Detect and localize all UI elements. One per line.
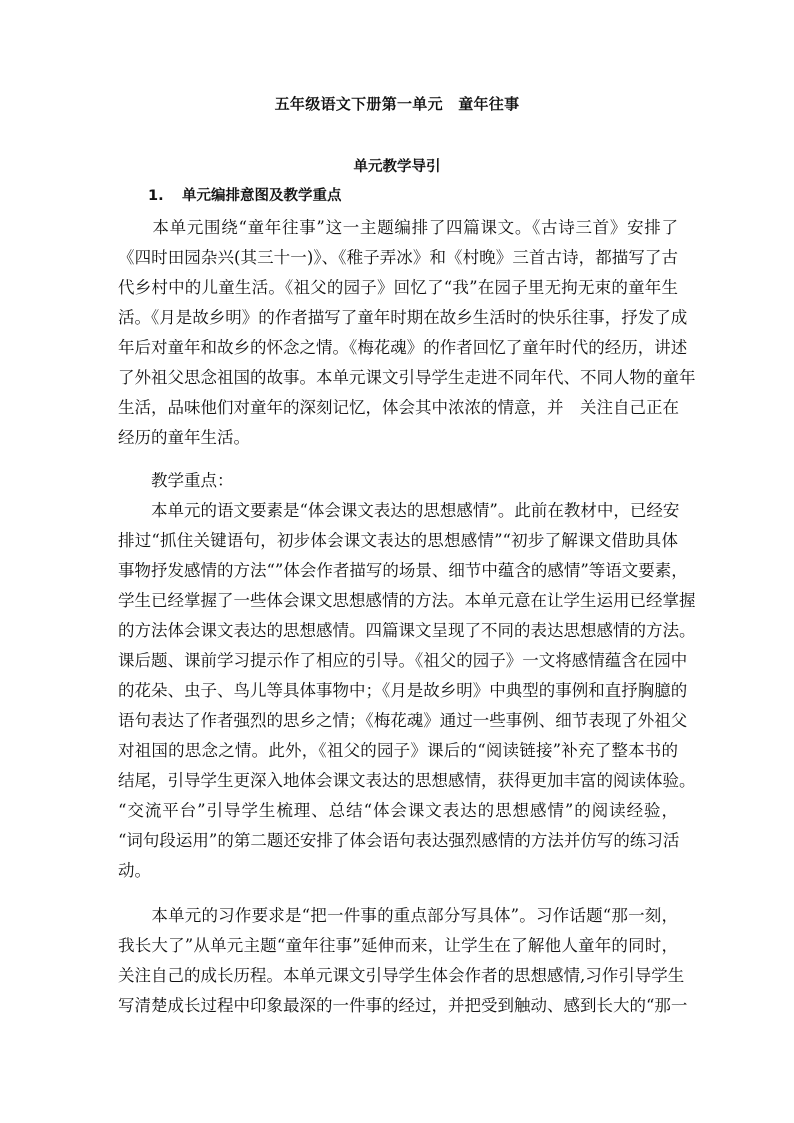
text-line: 课后题、课前学习提示作了相应的引导。《祖父的园子》一文将感情蕴含在园中 — [118, 651, 688, 670]
text-line: 代乡村中的儿童生活。《祖父的园子》回忆了“我”在园子里无拘无束的童年生 — [118, 278, 678, 297]
text-line: 的花朵、虫子、鸟儿等具体事物中；《月是故乡明》中典型的事例和直抒胸臆的 — [118, 681, 688, 700]
text-line: 写清楚成长过程中印象最深的一件事的经过，并把受到触动、感到长大的“那一 — [118, 996, 688, 1015]
text-line: 关注自己的成长历程。本单元课文引导学生体会作者的思想感情,习作引导学生 — [118, 966, 685, 985]
text-line: 本单元的习作要求是“把一件事的重点部分写具体”。习作话题“那一刻， — [118, 906, 678, 925]
text-line: 教学重点： — [118, 471, 234, 490]
text-line: 活。《月是故乡明》的作者描写了童年时期在故乡生活时的快乐往事，抒发了成 — [118, 308, 688, 327]
text-line: 我长大了”从单元主题“童年往事”延伸而来，让学生在了解他人童年的同时， — [118, 936, 678, 955]
text-line: 本单元围绕“童年往事”这一主题编排了四篇课文。《古诗三首》安排了 — [118, 218, 678, 237]
text-line: 本单元的语文要素是“体会课文表达的思想感情”。此前在教材中，已经安 — [118, 501, 680, 520]
text-line: 学生已经掌握了一些体会课文思想感情的方法。本单元意在让学生运用已经掌握 — [118, 591, 696, 610]
paragraph-language-elements — [118, 496, 696, 886]
text-line: 了外祖父思念祖国的故事。本单元课文引导学生走进不同年代、不同人物的童年 — [118, 368, 696, 387]
section-heading-text: 单元编排意图及教学重点 — [182, 188, 342, 204]
section-heading — [148, 184, 342, 208]
text-line: 动。 — [118, 861, 151, 880]
text-line: 生活，品味他们对童年的深刻记忆，体会其中浓浓的情意，并 关注自己正在 — [118, 398, 679, 417]
teaching-focus-label — [118, 466, 678, 496]
text-line: 事物抒发感情的方法“”体会作者描写的场景、细节中蕴含的感情”等语文要素， — [118, 561, 688, 580]
text-line: 结尾，引导学生更深入地体会课文表达的思想感情，获得更加丰富的阅读体验。 — [118, 771, 696, 790]
paragraph-unit-overview — [118, 213, 696, 453]
text-line: 《四时田园杂兴(其三十一)》、《稚子弄冰》和《村晚》三首古诗，都描写了古 — [118, 248, 678, 267]
paragraph-writing-task — [118, 901, 688, 1021]
section-number: 1. — [148, 188, 164, 204]
text-line: “词句段运用”的第二题还安排了体会语句表达强烈感情的方法并仿写的练习活 — [118, 831, 680, 850]
text-line: 排过“抓住关键语句，初步体会课文表达的思想感情”“初步了解课文借助具体 — [118, 531, 678, 550]
text-line: 经历的童年生活。 — [118, 428, 250, 447]
text-line: 对祖国的思念之情。此外，《祖父的园子》课后的“阅读链接”补充了整本书的 — [118, 741, 678, 760]
text-line: 年后对童年和故乡的怀念之情。《梅花魂》的作者回忆了童年时代的经历，讲述 — [118, 338, 688, 357]
text-line: 的方法体会课文表达的思想感情。四篇课文呈现了不同的表达思想感情的方法。 — [118, 621, 696, 640]
guide-title: 单元教学导引 — [353, 159, 441, 175]
document-title: 五年级语文下册第一单元 童年往事 — [274, 95, 520, 113]
text-line: 语句表达了作者强烈的思乡之情；《梅花魂》通过一些事例、细节表现了外祖父 — [118, 711, 688, 730]
text-line: “交流平台”引导学生梳理、总结“体会课文表达的思想感情”的阅读经验， — [118, 801, 678, 820]
